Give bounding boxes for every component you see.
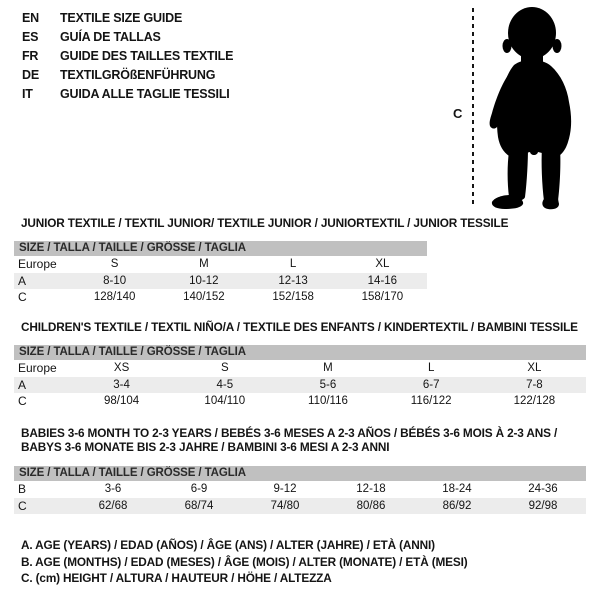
size-cell-value: 74/80 (270, 499, 300, 512)
babies-table-title (21, 426, 576, 454)
guide-title: TEXTILGRÖßENFÜHRUNG (60, 68, 216, 82)
language-code: ES (22, 30, 39, 44)
height-dashed-line (472, 8, 474, 206)
size-cell-value: 116/122 (410, 395, 452, 407)
junior-table-title: JUNIOR TEXTILE / TEXTIL JUNIOR/ TEXTILE JUNIOR / JUNIORTEXTIL / JUNIOR TESSILE (21, 216, 509, 230)
table-row (14, 273, 427, 290)
guide-title: GUÍA DE TALLAS (60, 30, 161, 44)
children-table-title: CHILDREN'S TEXTILE / TEXTIL NIÑO/A / TEXTILE DES ENFANTS / KINDERTEXTIL / BAMBINI TESSILE (21, 320, 578, 334)
language-row-fr (22, 47, 233, 66)
row-label: Europe (18, 257, 57, 271)
size-cell-value: XS (113, 362, 130, 374)
row-label: B (18, 482, 27, 496)
size-header-bar: SIZE / TALLA / TAILLE / GRÖSSE / TAGLIA (14, 241, 427, 256)
language-row-de (22, 66, 233, 85)
size-header-bar: SIZE / TALLA / TAILLE / GRÖSSE / TAGLIA (14, 345, 586, 360)
size-cell-value: 98/104 (104, 395, 140, 407)
table-row (14, 498, 586, 515)
size-cell-value: 3-4 (113, 378, 130, 391)
row-label: A (18, 377, 27, 392)
size-cell-value: 104/110 (204, 395, 246, 407)
guide-title: GUIDA ALLE TAGLIE TESSILI (60, 87, 230, 101)
children-size-table (14, 345, 586, 410)
size-cell-value: 6-7 (422, 378, 440, 391)
size-cell-value: 140/152 (183, 291, 225, 303)
table-row (14, 393, 586, 410)
language-code: DE (22, 68, 39, 82)
size-cell-value: 4-5 (216, 378, 234, 391)
size-cell-value: 6-9 (190, 483, 208, 495)
size-cell-value: 14-16 (367, 274, 398, 287)
legend-line-c: C. (cm) HEIGHT / ALTURA / HAUTEUR / HÖHE / ALTEZZA (21, 571, 332, 586)
height-marker-label: C (453, 106, 463, 121)
row-label: C (18, 394, 27, 408)
legend-line-b: B. AGE (MONTHS) / EDAD (MESES) / ÂGE (MOIS) / ALTER (MONATE) / ETÀ (MESI) (21, 554, 468, 569)
language-row-en (22, 9, 233, 28)
table-row (14, 481, 586, 498)
legend-line-a: A. AGE (YEARS) / EDAD (AÑOS) / ÂGE (ANS) / ALTER (JAHRE) / ETÀ (ANNI) (21, 538, 435, 552)
babies-size-table (14, 466, 586, 514)
size-cell-value: XL (375, 258, 390, 270)
size-cell-value: M (323, 362, 333, 374)
size-cell-value: M (199, 258, 209, 270)
size-cell-value: 122/128 (513, 395, 556, 407)
language-code: IT (22, 87, 33, 101)
babies-title-line-1: BABIES 3-6 MONTH TO 2-3 YEARS / BEBÉS 3-6 MESES A 2-3 AÑOS / BÉBÉS 3-6 MOIS À 2-3 ANS / (21, 426, 558, 440)
row-label: A (18, 273, 27, 288)
table-row (14, 256, 427, 273)
size-cell-value: 80/86 (356, 499, 386, 512)
size-cell-value: 8-10 (103, 274, 127, 287)
guide-title: GUIDE DES TAILLES TEXTILE (60, 49, 234, 63)
size-cell-value: 3-6 (104, 483, 122, 495)
size-cell-value: 7-8 (526, 378, 543, 391)
table-row (14, 360, 586, 377)
size-cell-value: 92/98 (528, 499, 558, 512)
language-row-it (22, 85, 233, 104)
row-label: Europe (18, 361, 57, 375)
size-cell-value: 12-13 (278, 274, 308, 287)
size-cell-value: 9-12 (273, 483, 297, 495)
language-code: EN (22, 11, 39, 25)
size-cell-value: 10-12 (189, 274, 219, 287)
size-cell-value: S (220, 362, 229, 374)
measurement-legend (21, 537, 468, 587)
size-cell-value: 62/68 (98, 499, 128, 512)
row-label: C (18, 498, 27, 513)
row-label: C (18, 290, 27, 304)
size-header-bar: SIZE / TALLA / TAILLE / GRÖSSE / TAGLIA (14, 466, 586, 481)
language-guide-list (22, 9, 233, 104)
size-cell-value: 128/140 (93, 291, 136, 303)
size-cell-value: 68/74 (184, 499, 214, 512)
size-cell-value: L (427, 362, 435, 374)
size-cell-value: L (289, 258, 297, 270)
size-cell-value: 152/158 (272, 291, 314, 303)
size-cell-value: XL (527, 362, 542, 374)
baby-silhouette-icon (483, 5, 583, 210)
size-cell-value: S (110, 258, 119, 270)
size-cell-value: 18-24 (442, 483, 472, 495)
size-cell-value: 158/170 (361, 291, 404, 303)
size-cell-value: 5-6 (319, 378, 337, 391)
junior-size-table (14, 241, 427, 306)
language-code: FR (22, 49, 39, 63)
size-cell-value: 24-36 (528, 483, 558, 495)
size-cell-value: 12-18 (356, 483, 386, 495)
table-row (14, 377, 586, 394)
babies-title-line-2: BABYS 3-6 MONATE BIS 2-3 JAHRE / BAMBINI 3-6 MESI A 2-3 ANNI (21, 440, 390, 454)
size-cell-value: 86/92 (442, 499, 472, 512)
size-cell-value: 110/116 (308, 395, 348, 407)
guide-title: TEXTILE SIZE GUIDE (60, 11, 183, 25)
table-row (14, 289, 427, 306)
language-row-es (22, 28, 233, 47)
